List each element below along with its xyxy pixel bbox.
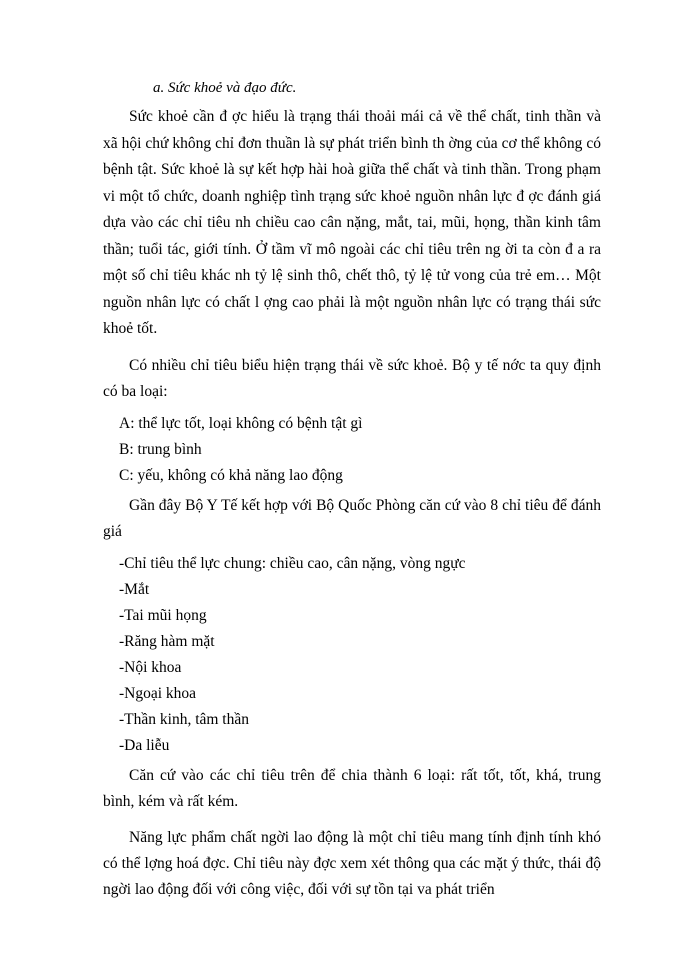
criteria-item: -Ngoại khoa — [119, 684, 197, 702]
health-class-b: B: trung bình — [119, 440, 202, 458]
criteria-item: -Thần kinh, tâm thần — [119, 710, 249, 728]
paragraph-criteria-intro: Gần đây Bộ Y Tế kết hợp với Bộ Quốc Phòng căn cứ vào 8 chỉ tiêu để đánh giá — [103, 496, 601, 540]
criteria-item: -Răng hàm mặt — [119, 632, 215, 650]
criteria-item: -Chỉ tiêu thể lực chung: chiều cao, cân nặng, vòng ngực — [119, 554, 466, 572]
criteria-item: -Mắt — [119, 580, 150, 598]
criteria-item: -Nội khoa — [119, 658, 182, 676]
section-heading: a. Sức khoẻ và đạo đức. — [153, 80, 297, 96]
paragraph-worker-quality: Năng lực phẩm chất ngời lao động là một chỉ tiêu mang tính định tính khó có thể lợng hoá đợc. Chỉ tiêu này đợc xem xét thông qua các mặt ý thức, thái độ ngời lao động đối với công việc, đối với sự tồn tại va phát triển — [103, 828, 601, 898]
health-class-a: A: thể lực tốt, loại không có bệnh tật gì — [119, 414, 363, 432]
paragraph-health-classes-intro: Có nhiều chỉ tiêu biểu hiện trạng thái về sức khoẻ. Bộ y tế nớc ta quy định có ba loại: — [103, 356, 601, 400]
paragraph-health-definition: Sức khoẻ cần đ ợc hiểu là trạng thái thoải mái cả về thể chất, tinh thần và xã hội chứ không chỉ đơn thuần là sự phát triển bình th ờng của cơ thể không có bệnh tật. Sức khoẻ là sự kết hợp hài hoà giữa thể chất và tinh thần. Trong phạm vi một tổ chức, doanh nghiệp tình trạng sức khoẻ nguồn nhân lực đ ợc đánh giá dựa vào các chỉ tiêu nh chiều cao cân nặng, mắt, tai, mũi, họng, thần kinh tâm thần; tuổi tác, giới tính. Ở tầm vĩ mô ngoài các chỉ tiêu trên ng ời ta còn đ a ra một số chỉ tiêu khác nh tỷ lệ sinh thô, chết thô, tỷ lệ tử vong của trẻ em… Một nguồn nhân lực có chất l ợng cao phải là một nguồn nhân lực có trạng thái sức khoẻ tốt. — [103, 108, 601, 337]
paragraph-classification: Căn cứ vào các chỉ tiêu trên để chia thành 6 loại: rất tốt, tốt, khá, trung bình, kém và rất kém. — [103, 766, 601, 810]
criteria-item: -Da liễu — [119, 736, 170, 754]
health-class-c: C: yếu, không có khả năng lao động — [119, 466, 343, 484]
document-body — [103, 78, 601, 913]
criteria-item: -Tai mũi họng — [119, 606, 207, 624]
